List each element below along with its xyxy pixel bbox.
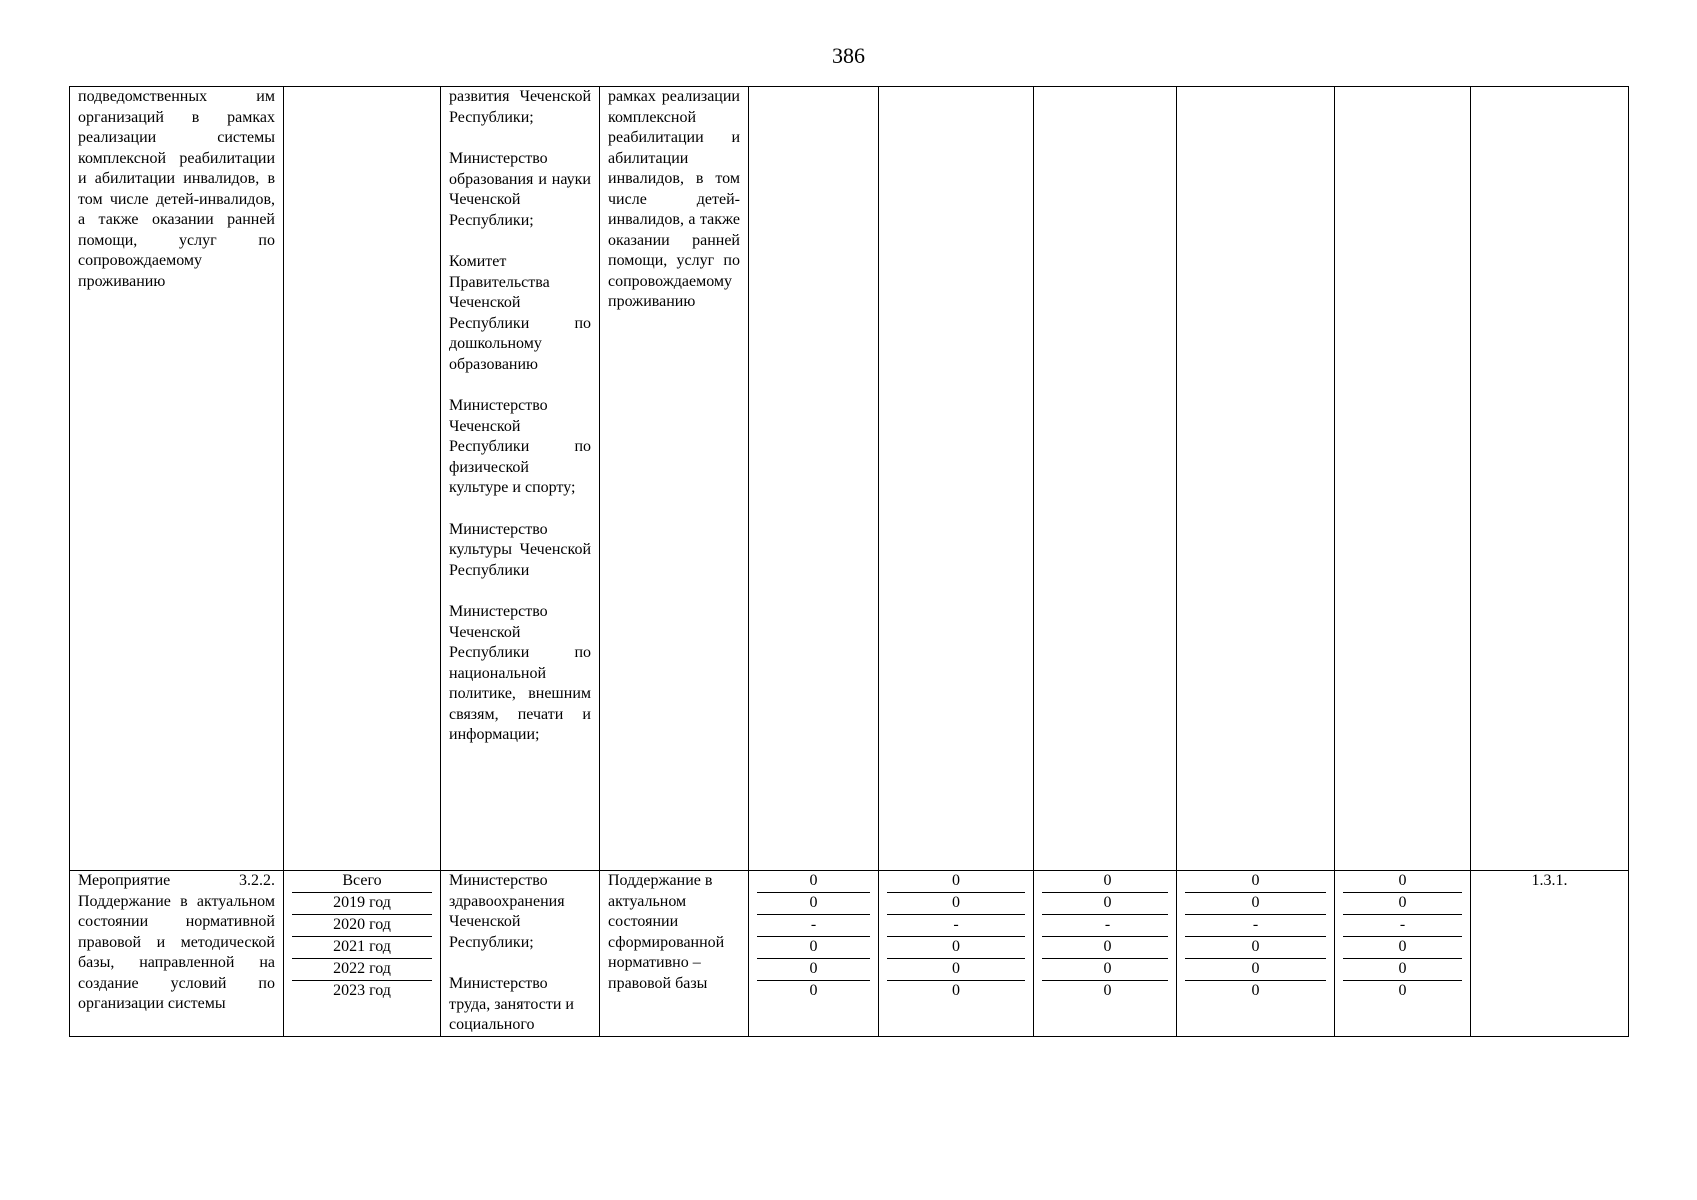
activity-description: подведомственных им организаций в рамках реализации системы комплексной реабилитации и абилитации инвалидов, в том числе детей-инвалидов, а также оказании ранней помощи, услуг по сопровождаемому проживанию xyxy=(70,87,284,871)
funding-value: - xyxy=(887,915,1025,937)
funding-value: 0 xyxy=(757,893,870,915)
funding-value: 0 xyxy=(757,937,870,959)
funding-value: 0 xyxy=(1042,893,1168,915)
funding-value: 0 xyxy=(887,871,1025,893)
funding-column xyxy=(1177,871,1335,1037)
funding-value: 0 xyxy=(757,871,870,893)
funding-value: 0 xyxy=(887,893,1025,915)
expected-result: рамках реализации комплексной реабилитации и абилитации инвалидов, в том числе детей-инвалидов, а также оказании ранней помощи, услуг по сопровождаемому проживанию xyxy=(600,87,749,871)
indicator-reference: 1.3.1. xyxy=(1471,871,1629,1037)
responsible-executors xyxy=(441,871,600,1037)
value-cell-empty xyxy=(879,87,1034,871)
funding-value: 0 xyxy=(1185,871,1326,893)
page-number: 386 xyxy=(832,43,865,68)
period-label: 2023 год xyxy=(333,982,391,999)
funding-value: 0 xyxy=(1185,893,1326,915)
executor-item: Министерство Чеченской Республики по физической культуре и спорту; xyxy=(449,397,591,496)
funding-column xyxy=(749,871,879,1037)
period-list xyxy=(284,871,441,1037)
period-label: 2022 год xyxy=(292,959,432,981)
funding-value: 0 xyxy=(809,982,818,999)
funding-value: 0 xyxy=(1185,937,1326,959)
funding-value: 0 xyxy=(1343,937,1462,959)
funding-value: 0 xyxy=(1103,982,1112,999)
period-label: 2020 год xyxy=(292,915,432,937)
funding-value: 0 xyxy=(887,959,1025,981)
funding-value: - xyxy=(1343,915,1462,937)
period-label: 2019 год xyxy=(292,893,432,915)
table-row xyxy=(70,871,1629,1037)
executor-item: Министерство образования и науки Чеченской Республики; xyxy=(449,150,591,229)
funding-value: 0 xyxy=(1398,982,1407,999)
activity-description: Мероприятие 3.2.2. Поддержание в актуальном состоянии нормативной правовой и методической базы, направленной на создание условий по организации системы xyxy=(70,871,284,1037)
executor-item: Министерство Чеченской Республики по национальной политике, внешним связям, печати и информации; xyxy=(449,603,591,743)
funding-value: 0 xyxy=(1185,959,1326,981)
funding-value: 0 xyxy=(952,982,960,999)
value-cell-empty xyxy=(1034,87,1177,871)
value-cell-empty xyxy=(1177,87,1335,871)
indicator-cell-empty xyxy=(1471,87,1629,871)
funding-column xyxy=(879,871,1034,1037)
funding-value: 0 xyxy=(1042,871,1168,893)
executor-item: развития Чеченской Республики; xyxy=(449,88,591,126)
funding-value: 0 xyxy=(1042,937,1168,959)
executor-item: Комитет Правительства Чеченской Республики по дошкольному образованию xyxy=(449,253,591,373)
funding-value: 0 xyxy=(1251,982,1260,999)
period-label: 2021 год xyxy=(292,937,432,959)
period-cell-empty xyxy=(284,87,441,871)
funding-value: 0 xyxy=(887,937,1025,959)
value-cell-empty xyxy=(1335,87,1471,871)
period-label: Всего xyxy=(292,871,432,893)
responsible-executors xyxy=(441,87,600,871)
funding-value: - xyxy=(1185,915,1326,937)
executor-item: Министерство труда, занятости и социального xyxy=(449,975,574,1033)
funding-value: - xyxy=(1042,915,1168,937)
executor-item: Министерство культуры Чеченской Республики xyxy=(449,520,591,579)
program-table xyxy=(69,86,1629,1037)
funding-value: 0 xyxy=(1343,871,1462,893)
expected-result: Поддержание в актуальном состоянии сформированной нормативно – правовой базы xyxy=(600,871,749,1037)
table-row xyxy=(70,87,1629,871)
funding-value: 0 xyxy=(757,959,870,981)
executor-item: Министерство здравоохранения Чеченской Республики; xyxy=(449,872,565,951)
value-cell-empty xyxy=(749,87,879,871)
funding-value: 0 xyxy=(1042,959,1168,981)
funding-value: - xyxy=(757,915,870,937)
funding-column xyxy=(1034,871,1177,1037)
funding-value: 0 xyxy=(1343,959,1462,981)
funding-column xyxy=(1335,871,1471,1037)
funding-value: 0 xyxy=(1343,893,1462,915)
